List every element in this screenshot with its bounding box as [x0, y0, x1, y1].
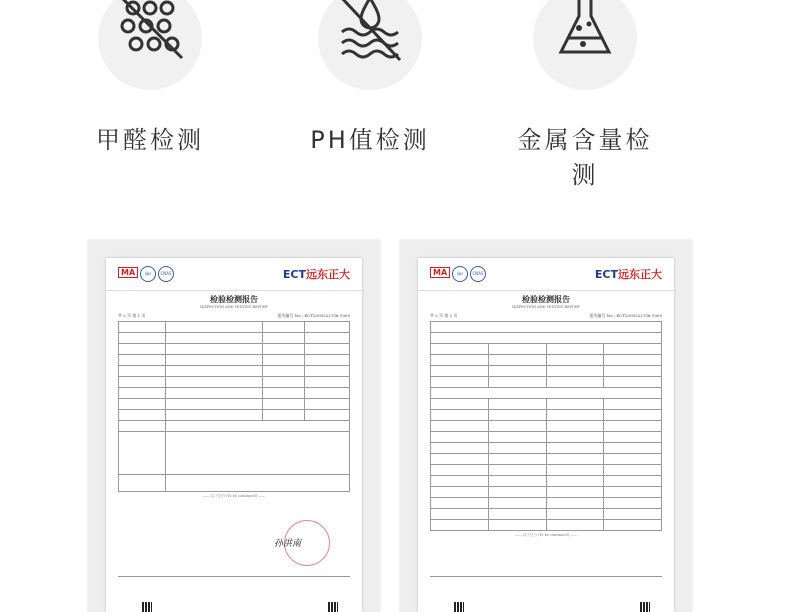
- qr-code-icon: [454, 602, 464, 612]
- report-subtitle: INSPECTION AND TESTING REPORT: [512, 305, 580, 309]
- report-title: 检验检测报告: [210, 295, 258, 304]
- report-info-table: [118, 321, 350, 492]
- page-indicator: 共 2 页 第 2 页: [430, 313, 458, 318]
- ect-logo: [283, 266, 350, 282]
- report-subtitle: INSPECTION AND TESTING REPORT: [200, 305, 268, 309]
- qr-code-icon: [328, 602, 338, 612]
- feature-formaldehyde: [70, 0, 230, 155]
- ect-logo-en: ECT: [282, 268, 306, 281]
- report-meta: [418, 309, 674, 321]
- ma-logo: MA: [430, 267, 450, 278]
- report-number: 报告编号 No.: ECT2000322756-1000: [589, 313, 662, 318]
- feature-label: 金属含量检测: [517, 126, 653, 189]
- report-endnote: —— 以下空白 (To be continued) ——: [514, 533, 578, 537]
- page-indicator: 共 2 页 第 1 页: [118, 313, 146, 318]
- feature-ph: [290, 0, 450, 155]
- report-endnote: —— 以下空白 (To be continued) ——: [202, 494, 266, 498]
- feature-label: 甲醛检测: [96, 126, 204, 154]
- test-report-page-1: [106, 258, 362, 612]
- qr-code-icon: [640, 602, 650, 612]
- feature-metal: [505, 0, 665, 190]
- ect-logo-en: ECT: [594, 268, 618, 281]
- ect-logo-cn: 远东正大: [306, 268, 350, 281]
- metal-flask-icon: [533, 0, 637, 90]
- report-frame-1: [88, 240, 380, 612]
- report-title: 检验检测报告: [522, 295, 570, 304]
- report-footer-note: [118, 576, 350, 591]
- test-report-page-2: [418, 258, 674, 612]
- report-number: 报告编号 No.: ECT2000322756-1000: [277, 313, 350, 318]
- cnas-logo: CNAS: [158, 266, 174, 282]
- ph-water-icon: [318, 0, 422, 90]
- formaldehyde-icon: [98, 0, 202, 90]
- report-meta: [106, 309, 362, 321]
- cnas-logo: CNAS: [470, 266, 486, 282]
- feature-label: PH值检测: [310, 126, 430, 154]
- ilac-logo: ilac: [140, 266, 156, 282]
- report-frame-2: [400, 240, 692, 612]
- ma-logo: MA: [118, 267, 138, 278]
- report-header: [418, 258, 674, 291]
- report-header: [106, 258, 362, 291]
- ect-logo: [595, 266, 662, 282]
- qr-code-icon: [142, 602, 152, 612]
- signature: 孙洪南: [274, 539, 302, 549]
- results-table: [430, 321, 662, 531]
- report-footer-note: [430, 576, 662, 591]
- ect-logo-cn: 远东正大: [618, 268, 662, 281]
- ilac-logo: ilac: [452, 266, 468, 282]
